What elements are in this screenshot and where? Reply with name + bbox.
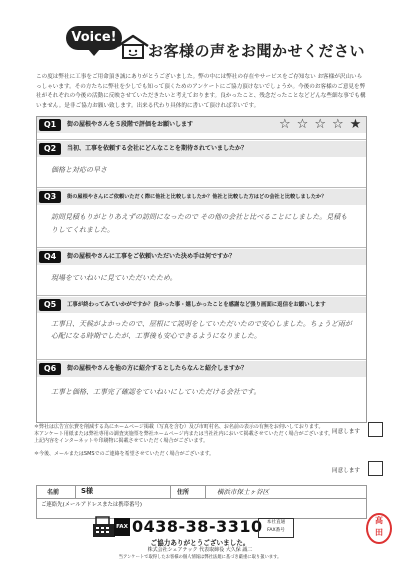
question-row bbox=[37, 117, 366, 141]
divider bbox=[37, 187, 366, 188]
question-header bbox=[37, 297, 366, 313]
divider bbox=[205, 486, 206, 498]
star-icon[interactable]: ☆ bbox=[279, 117, 297, 132]
questions-panel bbox=[36, 116, 367, 423]
fax-machine-icon bbox=[92, 515, 116, 539]
question-badge: Q3 bbox=[39, 191, 61, 203]
star-icon[interactable]: ★ bbox=[349, 117, 368, 132]
question-badge: Q2 bbox=[39, 143, 61, 155]
contact-label: ご連絡先(メールアドレスまたは携帯番号) bbox=[41, 502, 142, 508]
answer-text: 現場をていねいに見ていただいたため。 bbox=[51, 274, 177, 282]
agree-label: 同意します bbox=[332, 429, 360, 435]
customer-info-table bbox=[36, 485, 367, 519]
stamp-char: 田 bbox=[375, 528, 383, 537]
address-value: 横浜市保土ヶ谷区 bbox=[217, 488, 269, 496]
seal-stamp bbox=[366, 513, 392, 544]
question-row bbox=[37, 361, 366, 421]
intro-text: この度は弊社に工事をご用命頂き誠にありがとうございました。弊の中には弊社の存在やサービスをご存知ない お客様が沢山いらっしゃいます。その方たちに弊社を少しでも知って頂くためのアンケートにご協力頂けないでしょうか。今後のお客様のご意見を弊社がそれぞれの今後の活動に反映させていただきたいと考えております。良かったこと、残念だったことなどどんな些細な事でも構いません。是非ご協力お願い致します。出来る代わり具体的に書いて頂ければ幸いです。 bbox=[36, 74, 366, 109]
fax-label: FAX bbox=[114, 518, 130, 536]
question-text: 工事が終わってみていかがですか？良かった事・嬉しかったことを感謝など張り画面に返信をお願いします bbox=[67, 302, 326, 308]
question-row bbox=[37, 297, 366, 359]
star-icon[interactable]: ☆ bbox=[314, 117, 332, 132]
question-badge: Q1 bbox=[39, 119, 61, 131]
fax-number: 0438-38-3310 bbox=[132, 517, 263, 536]
question-header bbox=[37, 117, 366, 133]
name-value: S様 bbox=[81, 487, 94, 495]
question-row bbox=[37, 141, 366, 187]
divider bbox=[37, 295, 366, 296]
question-header bbox=[37, 189, 366, 205]
house-icon bbox=[116, 34, 150, 60]
name-label: 名前 bbox=[47, 489, 60, 496]
fax-direct-badge bbox=[258, 518, 294, 538]
note-line: 本アンケート用紙または弊社専用の調査実施票を弊社ホームページ内または当社社内において掲載させていただく場合がございます。 bbox=[34, 431, 334, 437]
question-text: 街の屋根やさんを他の方に紹介するとしたらなんと紹介しますか？ bbox=[67, 365, 248, 372]
answer-text: 訪問見積もりがとりあえずの訪問になったので その他の会社と比べることにしました。見積もりしてくれました。 bbox=[51, 213, 348, 234]
rating-stars[interactable] bbox=[279, 117, 367, 133]
divider bbox=[75, 486, 76, 498]
question-header bbox=[37, 249, 366, 265]
question-badge: Q5 bbox=[39, 299, 61, 311]
question-row bbox=[37, 249, 366, 295]
fax-bar bbox=[92, 515, 292, 539]
question-text: 当初、工事を依頼する会社にどんなことを期待されていましたか？ bbox=[67, 145, 248, 152]
answer-text: 価格と対応の早さ bbox=[51, 166, 107, 174]
divider bbox=[37, 247, 366, 248]
fax-badge-line: FAX番号 bbox=[267, 528, 285, 533]
note-line: 上記内容をインターネットや印刷物に掲載させていただく場合がございます。 bbox=[34, 438, 209, 444]
question-badge: Q4 bbox=[39, 251, 61, 263]
answer-text: 工事と価格、工事完了確認をていねいにしていただける会社です。 bbox=[51, 388, 261, 396]
question-text: 街の屋根やさんに工事をご依頼いただいた決め手は何ですか？ bbox=[67, 253, 236, 260]
star-icon[interactable]: ☆ bbox=[296, 117, 315, 132]
footer bbox=[80, 540, 320, 561]
star-icon[interactable]: ☆ bbox=[331, 117, 350, 132]
page-title: お客様の声をお聞かせください bbox=[148, 42, 366, 60]
question-text: 街の屋根やさんを５段階で評価をお願いします bbox=[67, 121, 194, 128]
thanks-text: ご協力ありがとうございました。 bbox=[150, 539, 250, 547]
company-text: 株式会社シェアテック 代表取締役 大久保 誠二 bbox=[147, 547, 253, 553]
question-badge: Q6 bbox=[39, 363, 61, 375]
privacy-text: 当アンケートで取得したお客様の個人情報は弊社法規に基づき厳重に取り扱います。 bbox=[118, 555, 282, 560]
answer-text: 工事日、天候がよかったので、屋根にて説明をしていただいたので安心しました。ちょうど雨が心配になる時期でしたが、工事後も安心できるようになりました。 bbox=[51, 320, 352, 340]
question-header bbox=[37, 141, 366, 157]
note-line: ＊弊社は広告宣伝費を削減する為にホームページ掲載（写真を含む）及び市町村名、お名前の表示の有無をお伺いしております。 bbox=[34, 424, 324, 430]
question-text: 街の屋根やさんにご依頼いただく際に他社と比較しましたか？他社と比較した方はどの会社と比較しましたか？ bbox=[67, 194, 327, 200]
divider bbox=[170, 486, 171, 498]
address-label: 住所 bbox=[177, 489, 190, 496]
question-row bbox=[37, 189, 366, 247]
agree-checkbox[interactable] bbox=[368, 461, 383, 476]
divider bbox=[37, 139, 366, 140]
agree-label: 同意します bbox=[332, 468, 360, 474]
fax-badge-line: 本社直通 bbox=[266, 520, 286, 525]
agree-checkbox[interactable] bbox=[368, 422, 383, 437]
consent-notes bbox=[34, 424, 334, 458]
question-header bbox=[37, 361, 366, 377]
stamp-char: 高 bbox=[375, 516, 383, 525]
note-line: ＊今後、メールまたはSMSでのご連絡を希望させていただく場合がございます。 bbox=[34, 451, 215, 457]
divider bbox=[37, 359, 366, 360]
voice-badge: Voice! bbox=[66, 26, 122, 50]
